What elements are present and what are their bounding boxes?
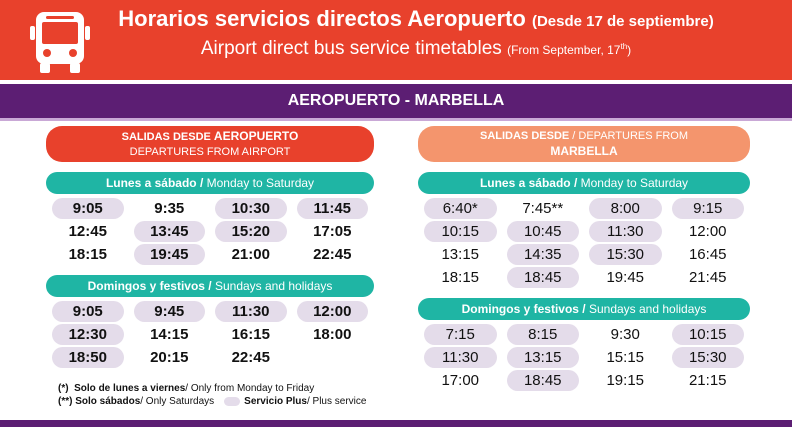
- departure-time: 8:00: [589, 198, 662, 219]
- weekday-times-grid: [418, 194, 750, 288]
- departure-time: 10:15: [672, 324, 745, 345]
- departure-time: 22:45: [231, 349, 270, 366]
- departure-time: 12:45: [68, 223, 107, 240]
- departure-time: 13:45: [134, 221, 206, 242]
- departure-time: 8:15: [507, 324, 580, 345]
- departure-time: 7:15: [424, 324, 497, 345]
- footnotes: [58, 382, 366, 408]
- weekday-label: Lunes a sábado / Monday to Saturday: [418, 172, 750, 194]
- departure-time: 18:45: [507, 370, 580, 391]
- departure-time: 17:05: [313, 223, 352, 240]
- departure-time: 12:30: [52, 324, 124, 345]
- departure-time: 9:45: [134, 301, 206, 322]
- departure-time: 9:30: [610, 326, 640, 343]
- plus-service-swatch: [224, 397, 240, 406]
- departure-time: 10:15: [424, 221, 497, 242]
- departure-time: [297, 347, 369, 368]
- holiday-times-grid: [46, 297, 374, 368]
- departure-time: 11:45: [297, 198, 369, 219]
- departure-time: 6:40*: [424, 198, 497, 219]
- departure-time: 9:15: [672, 198, 745, 219]
- title-spanish: Horarios servicios directos Aeropuerto (Desde 17 de septiembre): [118, 6, 714, 31]
- departure-time: 11:30: [215, 301, 287, 322]
- departure-time: 13:15: [441, 246, 480, 263]
- departure-time: 17:00: [441, 372, 480, 389]
- departures-from-airport: [46, 126, 374, 368]
- weekday-times-grid: [46, 194, 374, 265]
- departure-time: 10:45: [507, 221, 580, 242]
- departure-time: 9:05: [52, 301, 124, 322]
- footnote-weekdays-only: (*) Solo de lunes a viernes / Only from Monday to Friday: [58, 383, 315, 394]
- title-english: Airport direct bus service timetables (From September, 17th): [200, 38, 632, 59]
- title-spanish-date: (Desde 17 de septiembre): [531, 13, 714, 30]
- departure-time: 19:45: [606, 269, 645, 286]
- header-banner: [0, 0, 792, 80]
- holiday-label: Domingos y festivos / Sundays and holidays: [418, 298, 750, 320]
- departure-time: 15:15: [606, 349, 645, 366]
- footnote-saturdays-only: (**) Solo sábados / Only Saturdays Servicio Plus / Plus service: [58, 396, 367, 407]
- departure-time: 19:45: [134, 244, 206, 265]
- holiday-times-grid: [418, 320, 750, 391]
- departure-time: 21:45: [688, 269, 727, 286]
- departure-time: 18:15: [441, 269, 480, 286]
- departure-time: 12:00: [297, 301, 369, 322]
- departure-time: 19:15: [606, 372, 645, 389]
- departure-time: 13:15: [507, 347, 580, 368]
- departure-time: 9:35: [154, 200, 185, 217]
- holiday-label: Domingos y festivos / Sundays and holidays: [46, 275, 374, 297]
- departure-time: 16:15: [231, 326, 270, 343]
- footer-bar: [0, 420, 792, 427]
- route-title: AEROPUERTO - MARBELLA: [0, 84, 792, 118]
- departure-time: 16:45: [688, 246, 727, 263]
- departure-time: 15:20: [215, 221, 287, 242]
- departure-time: 11:30: [424, 347, 497, 368]
- origin-label-airport: SALIDAS DESDE AEROPUERTO DEPARTURES FROM AIRPORT: [46, 126, 374, 162]
- weekday-label: Lunes a sábado / Monday to Saturday: [46, 172, 374, 194]
- departure-time: 7:45**: [522, 200, 564, 217]
- departure-time: 14:35: [507, 244, 580, 265]
- departure-time: 20:15: [150, 349, 189, 366]
- departure-time: 18:50: [52, 347, 124, 368]
- departure-time: 12:00: [688, 223, 727, 240]
- departure-time: 21:00: [231, 246, 270, 263]
- route-divider: [0, 118, 792, 121]
- departure-time: 9:05: [52, 198, 124, 219]
- departure-time: 10:30: [215, 198, 287, 219]
- departure-time: 15:30: [672, 347, 745, 368]
- departure-time: 21:15: [688, 372, 727, 389]
- departure-time: 18:00: [313, 326, 352, 343]
- origin-label-marbella: SALIDAS DESDE / DEPARTURES FROM MARBELLA: [418, 126, 750, 162]
- departure-time: 14:15: [150, 326, 189, 343]
- departures-from-marbella: [418, 126, 750, 391]
- departure-time: 18:45: [507, 267, 580, 288]
- departure-time: 15:30: [589, 244, 662, 265]
- title-english-date: (From September, 17th): [507, 42, 632, 57]
- departure-time: 11:30: [589, 221, 662, 242]
- departure-time: 22:45: [313, 246, 352, 263]
- departure-time: 18:15: [68, 246, 107, 263]
